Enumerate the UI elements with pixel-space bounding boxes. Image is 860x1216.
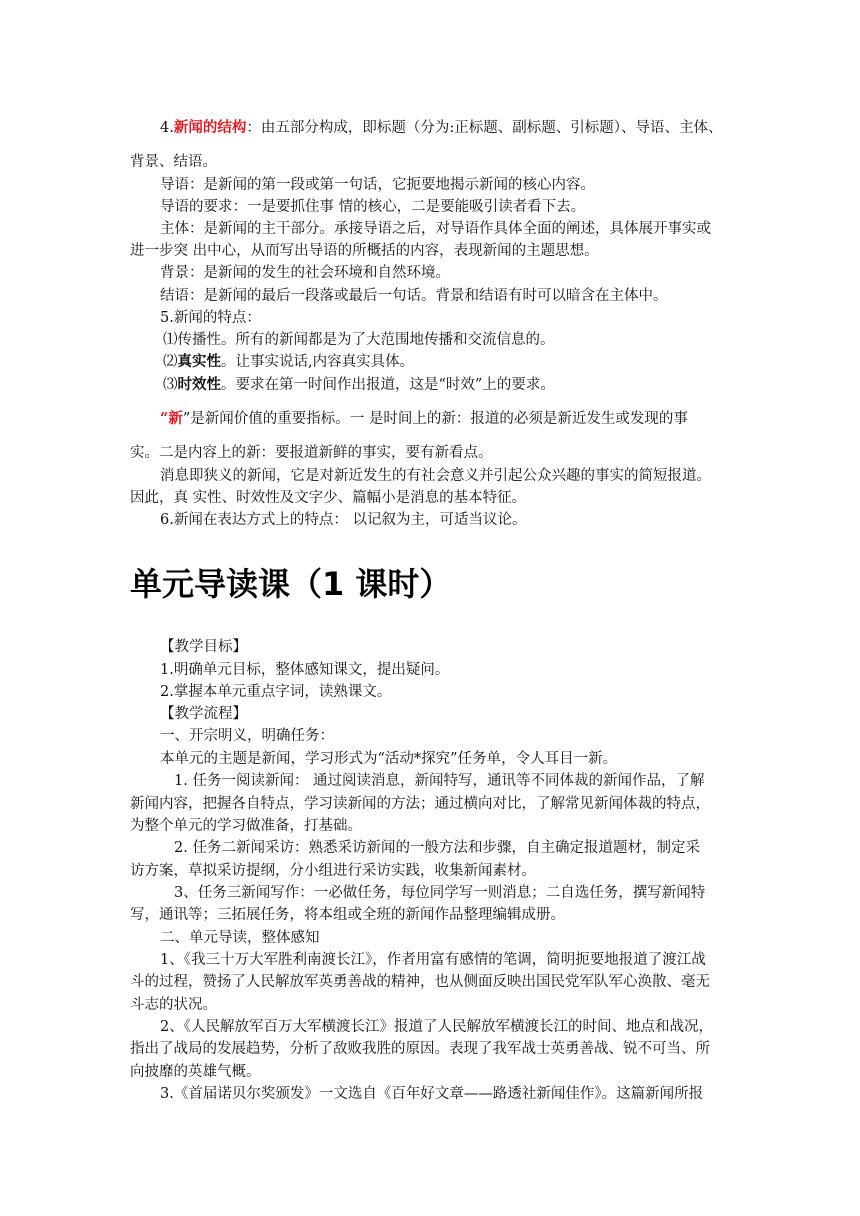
newness-keyword: 新 — [168, 410, 183, 427]
body-definition: 主体：是新闻的主干部分。承接导语之后，对导语作具体全面的阐述，具体展开事实或 — [160, 221, 711, 237]
text-2-line-2: 指出了战局的发展趋势，分析了敌败我胜的原因。表现了我军战士英勇善战、锐不可当、所 — [130, 1041, 710, 1057]
step-2-heading: 二、单元导读，整体感知 — [160, 930, 320, 946]
quote-mark: “ — [160, 410, 169, 427]
feature-timeliness — [163, 375, 555, 395]
text-2-line-1: 2、《人民解放军百万大军横渡长江》报道了人民解放军横渡长江的时间、地点和战况， — [160, 1019, 713, 1035]
task-3-line-2: 写，通讯等；三拓展任务，将本组或全班的新闻作品整理编辑成册。 — [130, 907, 565, 923]
ending-definition: 结语：是新闻的最后一段落或最后一句话。背景和结语有时可以暗含在主体中。 — [160, 288, 668, 304]
unit-theme: 本单元的主题是新闻，学习形式为“活动*探究”任务单，令人耳目一新。 — [160, 751, 618, 767]
item-5-features: 5.新闻的特点： — [160, 310, 261, 326]
message-definition-continuation: 因此，真 实性、时效性及文字少、篇幅小是消息的基本特征。 — [130, 490, 527, 506]
feature-text: 。让事实说话,内容真实具体。 — [221, 354, 415, 370]
feature-title: 真实性 — [177, 353, 221, 370]
item-4-continuation: 背景、结语。 — [130, 154, 217, 170]
feature-number: ⑶ — [163, 377, 178, 393]
teaching-goals-label: 【教学目标】 — [160, 639, 247, 655]
task-1-line-2: 新闻内容，把握各自特点，学习读新闻的方法；通过横向对比，了解常见新闻体裁的特点， — [130, 796, 710, 812]
feature-text: 。要求在第一时间作出报道，这是“时效”上的要求。 — [221, 377, 555, 393]
text-2-line-3: 向披靡的英雄气概。 — [130, 1064, 261, 1080]
task-1-line-1: 1. 任务一阅读新闻： 通过阅读消息，新闻特写，通讯等不同体裁的新闻作品，了解 — [174, 773, 705, 789]
step-1-heading: 一、开宗明义，明确任务： — [160, 728, 334, 744]
newness-paragraph — [160, 409, 688, 429]
goal-1: 1.明确单元目标，整体感知课文，提出疑问。 — [160, 662, 450, 678]
newness-continuation: 实。二是内容上的新：要报道新鲜的事实，要有新看点。 — [130, 445, 493, 461]
task-3-line-1: 3、任务三新闻写作：一必做任务，每位同学写一则消息；二自选任务，撰写新闻特 — [174, 885, 706, 901]
goal-2: 2.掌握本单元重点字词，读熟课文。 — [160, 684, 392, 700]
task-2-line-1: 2. 任务二新闻采访：熟悉采访新闻的一般方法和步骤，自主确定报道题材，制定采 — [174, 840, 700, 856]
feature-dissemination: ⑴传播性。所有的新闻都是为了大范围地传播和交流信息的。 — [163, 332, 555, 348]
feature-title: 时效性 — [177, 376, 221, 393]
item-text: ：由五部分构成，即标题（分为:正标题、副标题、引标题）、导语、主体、 — [246, 120, 723, 136]
feature-number: ⑵ — [163, 354, 178, 370]
message-definition: 消息即狭义的新闻，它是对新近发生的有社会意义并引起公众兴趣的事实的简短报道。 — [160, 468, 711, 484]
task-1-line-3: 为整个单元的学习做准备，打基础。 — [130, 818, 362, 834]
item-title-highlight: 新闻的结构 — [173, 119, 247, 136]
unit-heading: 单元导读课（1 课时） — [130, 565, 452, 603]
task-2-line-2: 访方案，草拟采访提纲，分小组进行采访实践，收集新闻素材。 — [130, 863, 536, 879]
body-definition-continuation: 进一步突 出中心，从而写出导语的所概括的内容，表现新闻的主题思想。 — [130, 243, 599, 259]
item-number: 4. — [160, 120, 174, 136]
text-1-line-1: 1、《我三十万大军胜利南渡长江》，作者用富有感情的笔调，简明扼要地报道了渡江战 — [160, 952, 706, 968]
newness-text: ”是新闻价值的重要指标。一 是时间上的新：报道的必须是新近发生或发现的事 — [182, 411, 688, 427]
lead-requirements: 导语的要求：一是要抓住事 情的核心，二是要能吸引读者看下去。 — [160, 199, 586, 215]
lead-definition: 导语：是新闻的第一段或第一句话，它扼要地揭示新闻的核心内容。 — [160, 177, 595, 193]
text-1-line-2: 斗的过程，赞扬了人民解放军英勇善战的精神，也从侧面反映出国民党军队军心涣散、毫无 — [130, 974, 710, 990]
item-6-expression: 6.新闻在表达方式上的特点： 以记叙为主，可适当议论。 — [160, 512, 527, 528]
text-3-line-1: 3.《首届诺贝尔奖颁发》一文选自《百年好文章——路透社新闻佳作》。这篇新闻所报 — [160, 1086, 704, 1102]
feature-authenticity — [163, 352, 414, 372]
text-1-line-3: 斗志的状况。 — [130, 997, 217, 1013]
background-definition: 背景：是新闻的发生的社会环境和自然环境。 — [160, 265, 450, 281]
teaching-flow-label: 【教学流程】 — [160, 706, 247, 722]
item-4-structure — [160, 118, 722, 138]
